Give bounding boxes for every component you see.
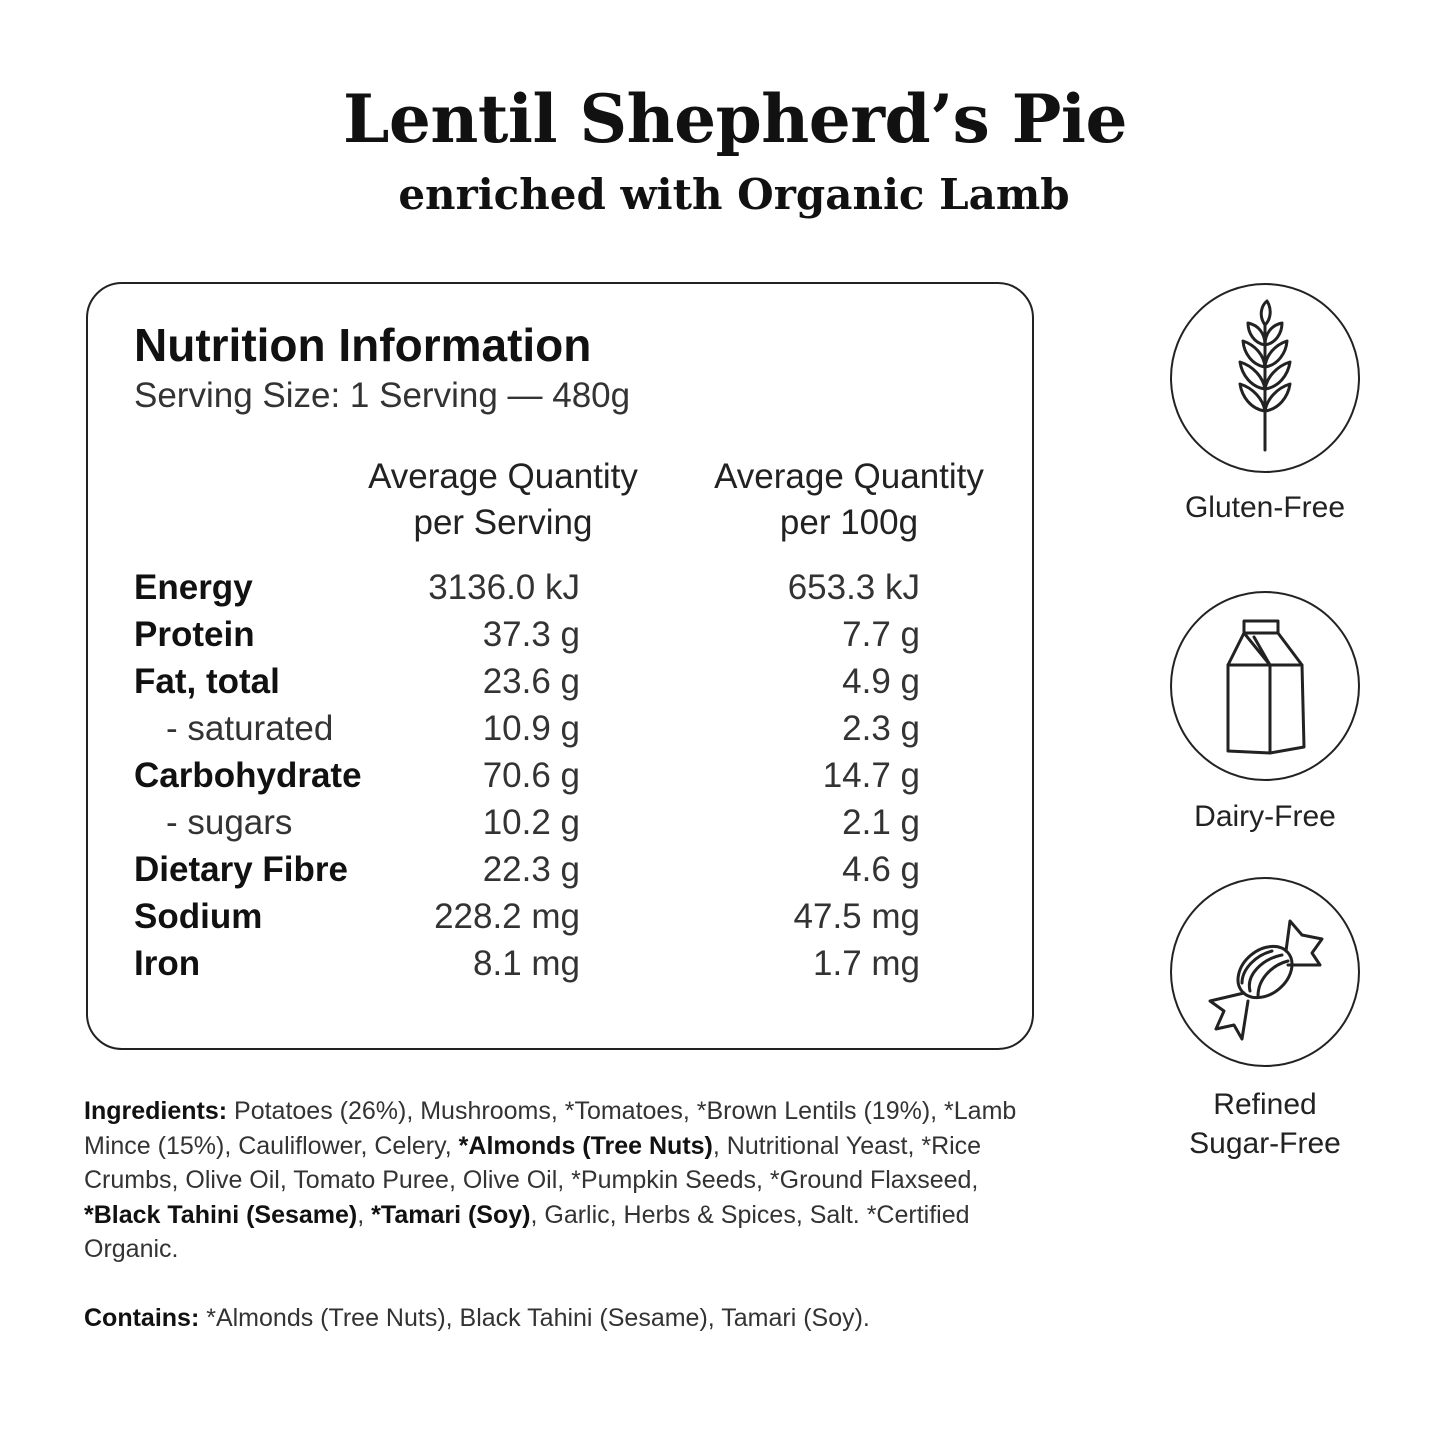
column-header-line: Average Quantity bbox=[714, 457, 984, 496]
badge-label-line: Sugar-Free bbox=[1189, 1127, 1341, 1160]
per-100g-value: 2.3 g bbox=[842, 709, 920, 748]
serving-size: Serving Size: 1 Serving — 480g bbox=[134, 376, 631, 415]
badge-label-line: Dairy-Free bbox=[1194, 800, 1336, 833]
per-serving-value: 3136.0 kJ bbox=[428, 568, 580, 607]
nutrition-row-fat-total bbox=[134, 662, 994, 709]
per-serving-value: 23.6 g bbox=[482, 662, 580, 701]
per-100g-value: 14.7 g bbox=[822, 756, 920, 795]
allergen-highlight: *Tamari (Soy) bbox=[371, 1200, 531, 1229]
per-100g-value: 7.7 g bbox=[842, 615, 920, 654]
allergen-highlight: *Black Tahini (Sesame) bbox=[84, 1200, 358, 1229]
nutrient-label: Protein bbox=[134, 615, 255, 654]
ingredients-part: , bbox=[357, 1200, 372, 1229]
dairy-free-label bbox=[1150, 797, 1380, 836]
dairy-free-badge bbox=[1170, 591, 1360, 781]
nutrition-rows bbox=[134, 568, 994, 991]
contains-text bbox=[84, 1301, 1044, 1335]
nutrient-label: - sugars bbox=[166, 803, 293, 842]
per-serving-value: 8.1 mg bbox=[473, 944, 580, 983]
per-serving-value: 70.6 g bbox=[482, 756, 580, 795]
milk-carton-icon bbox=[1172, 593, 1358, 779]
nutrition-panel bbox=[86, 282, 1034, 1050]
per-100g-value: 2.1 g bbox=[842, 803, 920, 842]
nutrition-row-sodium bbox=[134, 897, 994, 944]
nutrition-row-dietary-fibre bbox=[134, 850, 994, 897]
per-serving-value: 10.9 g bbox=[482, 709, 580, 748]
column-header-line: Average Quantity bbox=[368, 457, 638, 496]
wheat-icon bbox=[1172, 285, 1358, 471]
nutrition-row-saturated bbox=[134, 709, 994, 756]
nutrient-label: Iron bbox=[134, 944, 201, 983]
gluten-free-label bbox=[1150, 488, 1380, 527]
nutrient-label: - saturated bbox=[166, 709, 334, 748]
nutrition-row-carbohydrate bbox=[134, 756, 994, 803]
nutrient-label: Dietary Fibre bbox=[134, 850, 348, 889]
ingredients-part: , Nutritional Yeast, *Rice Crumbs, Olive Oil, Tomato Puree, Olive Oil, *Pumpkin Seeds, *Ground Flaxseed, bbox=[84, 1131, 982, 1194]
ingredients-text bbox=[84, 1094, 1044, 1267]
nutrient-label: Fat, total bbox=[134, 662, 280, 701]
column-header-per-serving bbox=[338, 454, 668, 546]
nutrient-label: Carbohydrate bbox=[134, 756, 362, 795]
nutrition-row-iron bbox=[134, 944, 994, 991]
product-subtitle: enriched with Organic Lamb bbox=[398, 170, 1070, 219]
badge-label-line: Gluten-Free bbox=[1184, 491, 1346, 524]
nutrition-row-protein bbox=[134, 615, 994, 662]
per-100g-value: 4.9 g bbox=[842, 662, 920, 701]
per-100g-value: 1.7 mg bbox=[813, 944, 920, 983]
ingredients-part: Potatoes (26%), Mushrooms, *Tomatoes, *Brown Lentils (19%), *Lamb Mince (15%), Cauliflower, Celery, bbox=[84, 1097, 1017, 1160]
badge-label-line: Refined bbox=[1213, 1088, 1317, 1121]
ingredients-part: , Garlic, Herbs & Spices, Salt. *Certified Organic. bbox=[84, 1200, 970, 1263]
ingredients-label: Ingredients: bbox=[84, 1097, 228, 1125]
per-serving-value: 10.2 g bbox=[482, 803, 580, 842]
per-serving-value: 37.3 g bbox=[482, 615, 580, 654]
per-100g-value: 653.3 kJ bbox=[787, 568, 920, 607]
per-serving-value: 22.3 g bbox=[482, 850, 580, 889]
column-header-line: per Serving bbox=[413, 503, 593, 542]
column-header-per-100g bbox=[684, 454, 1014, 546]
per-serving-value: 228.2 mg bbox=[434, 897, 580, 936]
contains-label: Contains: bbox=[84, 1304, 200, 1332]
nutrient-label: Sodium bbox=[134, 897, 263, 936]
candy-icon bbox=[1172, 879, 1358, 1065]
refined-sugar-free-label bbox=[1150, 1085, 1380, 1163]
column-header-line: per 100g bbox=[779, 503, 919, 542]
nutrient-label: Energy bbox=[134, 568, 253, 607]
nutrition-row-energy bbox=[134, 568, 994, 615]
nutrition-heading: Nutrition Information bbox=[134, 319, 592, 371]
nutrition-row-sugars bbox=[134, 803, 994, 850]
contains-list: *Almonds (Tree Nuts), Black Tahini (Sesame), Tamari (Soy). bbox=[199, 1304, 870, 1332]
refined-sugar-free-badge bbox=[1170, 877, 1360, 1067]
per-100g-value: 4.6 g bbox=[842, 850, 920, 889]
per-100g-value: 47.5 mg bbox=[793, 897, 920, 936]
product-title: Lentil Shepherd’s Pie bbox=[343, 80, 1127, 158]
gluten-free-badge bbox=[1170, 283, 1360, 473]
allergen-highlight: *Almonds (Tree Nuts) bbox=[458, 1131, 713, 1160]
